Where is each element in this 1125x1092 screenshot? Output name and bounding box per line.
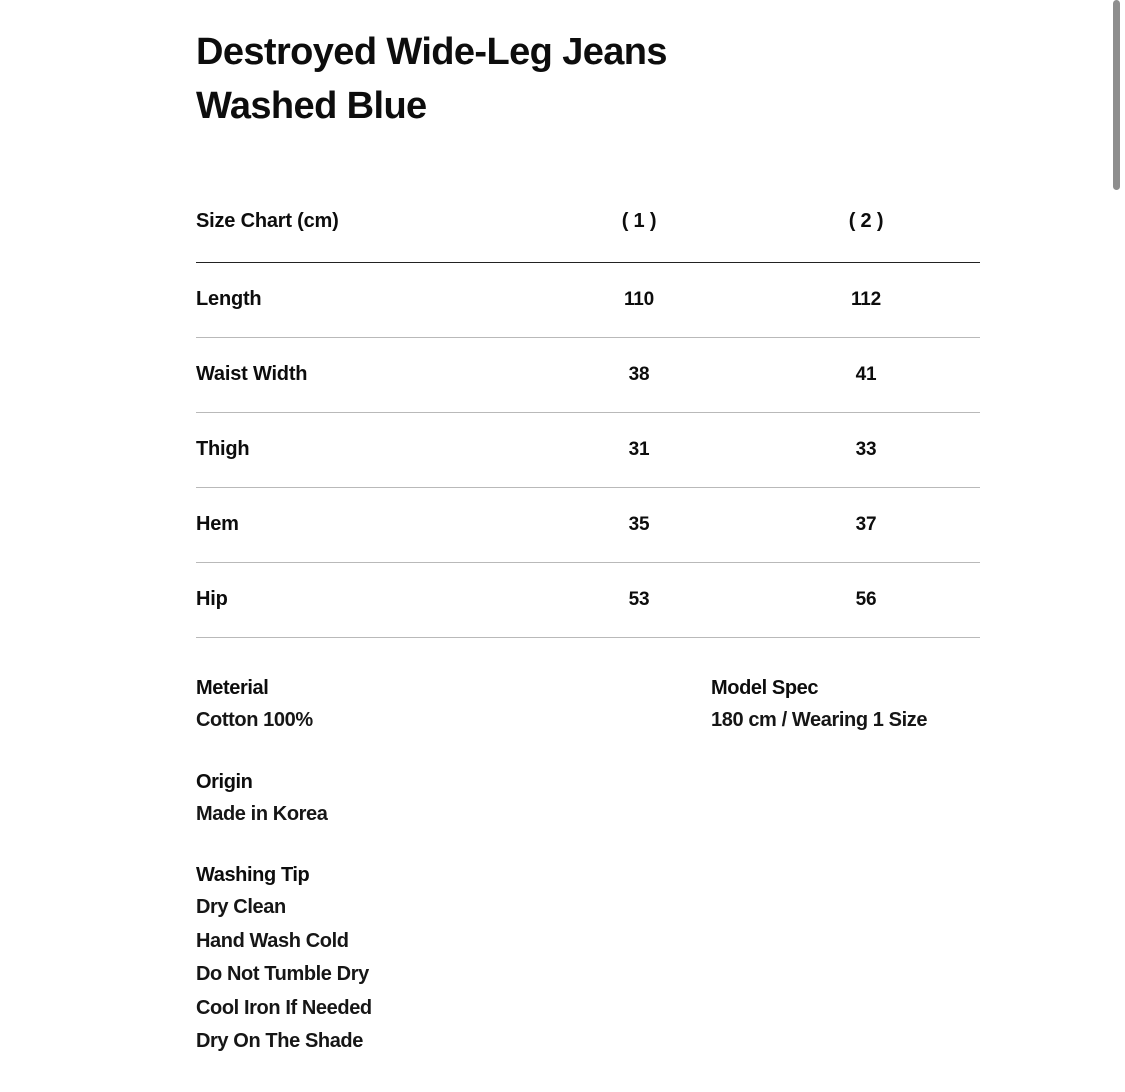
washing-tip-line: Do Not Tumble Dry	[196, 963, 369, 986]
washing-tip-heading: Washing Tip	[196, 864, 310, 887]
material-block	[196, 672, 696, 738]
row-value-2: 41	[855, 363, 877, 385]
model-spec-value: 180 cm / Wearing 1 Size	[711, 708, 928, 731]
washing-tip-line: Dry On The Shade	[196, 1030, 363, 1053]
page-title-line-2: Washed Blue	[196, 84, 427, 127]
row-label: Thigh	[196, 438, 250, 461]
page-scrollbar[interactable]	[1113, 0, 1121, 1092]
page-content	[196, 26, 980, 1059]
page-title-line-1: Destroyed Wide-Leg Jeans	[196, 31, 667, 73]
table-row	[196, 487, 980, 562]
washing-tip-block	[196, 859, 696, 1059]
row-value-1: 31	[628, 438, 650, 460]
washing-tip-line: Hand Wash Cold	[196, 929, 349, 952]
size-chart-header	[196, 186, 980, 263]
row-label: Waist Width	[196, 363, 308, 386]
product-details	[196, 672, 980, 1059]
row-value-1: 38	[628, 363, 650, 385]
row-label: Length	[196, 288, 262, 311]
row-value-2: 37	[855, 513, 877, 535]
row-value-1: 110	[623, 288, 655, 310]
table-row	[196, 262, 980, 337]
size-chart-table	[196, 186, 980, 638]
table-row	[196, 337, 980, 412]
row-value-2: 112	[850, 288, 882, 310]
row-value-1: 53	[628, 588, 650, 610]
row-label: Hip	[196, 588, 228, 611]
size-chart-header-col2: ( 2 )	[848, 210, 884, 233]
table-row	[196, 412, 980, 487]
size-chart-header-label: Size Chart (cm)	[196, 210, 339, 233]
size-chart-header-col1: ( 1 )	[621, 210, 657, 233]
row-value-2: 56	[855, 588, 877, 610]
row-value-1: 35	[628, 513, 650, 535]
details-right-column	[711, 672, 1011, 738]
origin-block	[196, 766, 696, 832]
origin-value: Made in Korea	[196, 802, 328, 825]
table-row	[196, 562, 980, 637]
material-value: Cotton 100%	[196, 708, 313, 731]
material-heading: Meterial	[196, 676, 269, 699]
details-left-column	[196, 672, 696, 1059]
origin-heading: Origin	[196, 770, 253, 793]
washing-tip-line: Dry Clean	[196, 896, 286, 919]
model-spec-block	[711, 672, 1011, 738]
scrollbar-thumb[interactable]	[1113, 0, 1120, 190]
row-value-2: 33	[855, 438, 877, 460]
table-header-row	[196, 186, 980, 263]
washing-tip-line: Cool Iron If Needed	[196, 996, 372, 1019]
size-chart-body	[196, 262, 980, 637]
row-label: Hem	[196, 513, 239, 536]
model-spec-heading: Model Spec	[711, 676, 819, 699]
page-title	[196, 26, 980, 134]
